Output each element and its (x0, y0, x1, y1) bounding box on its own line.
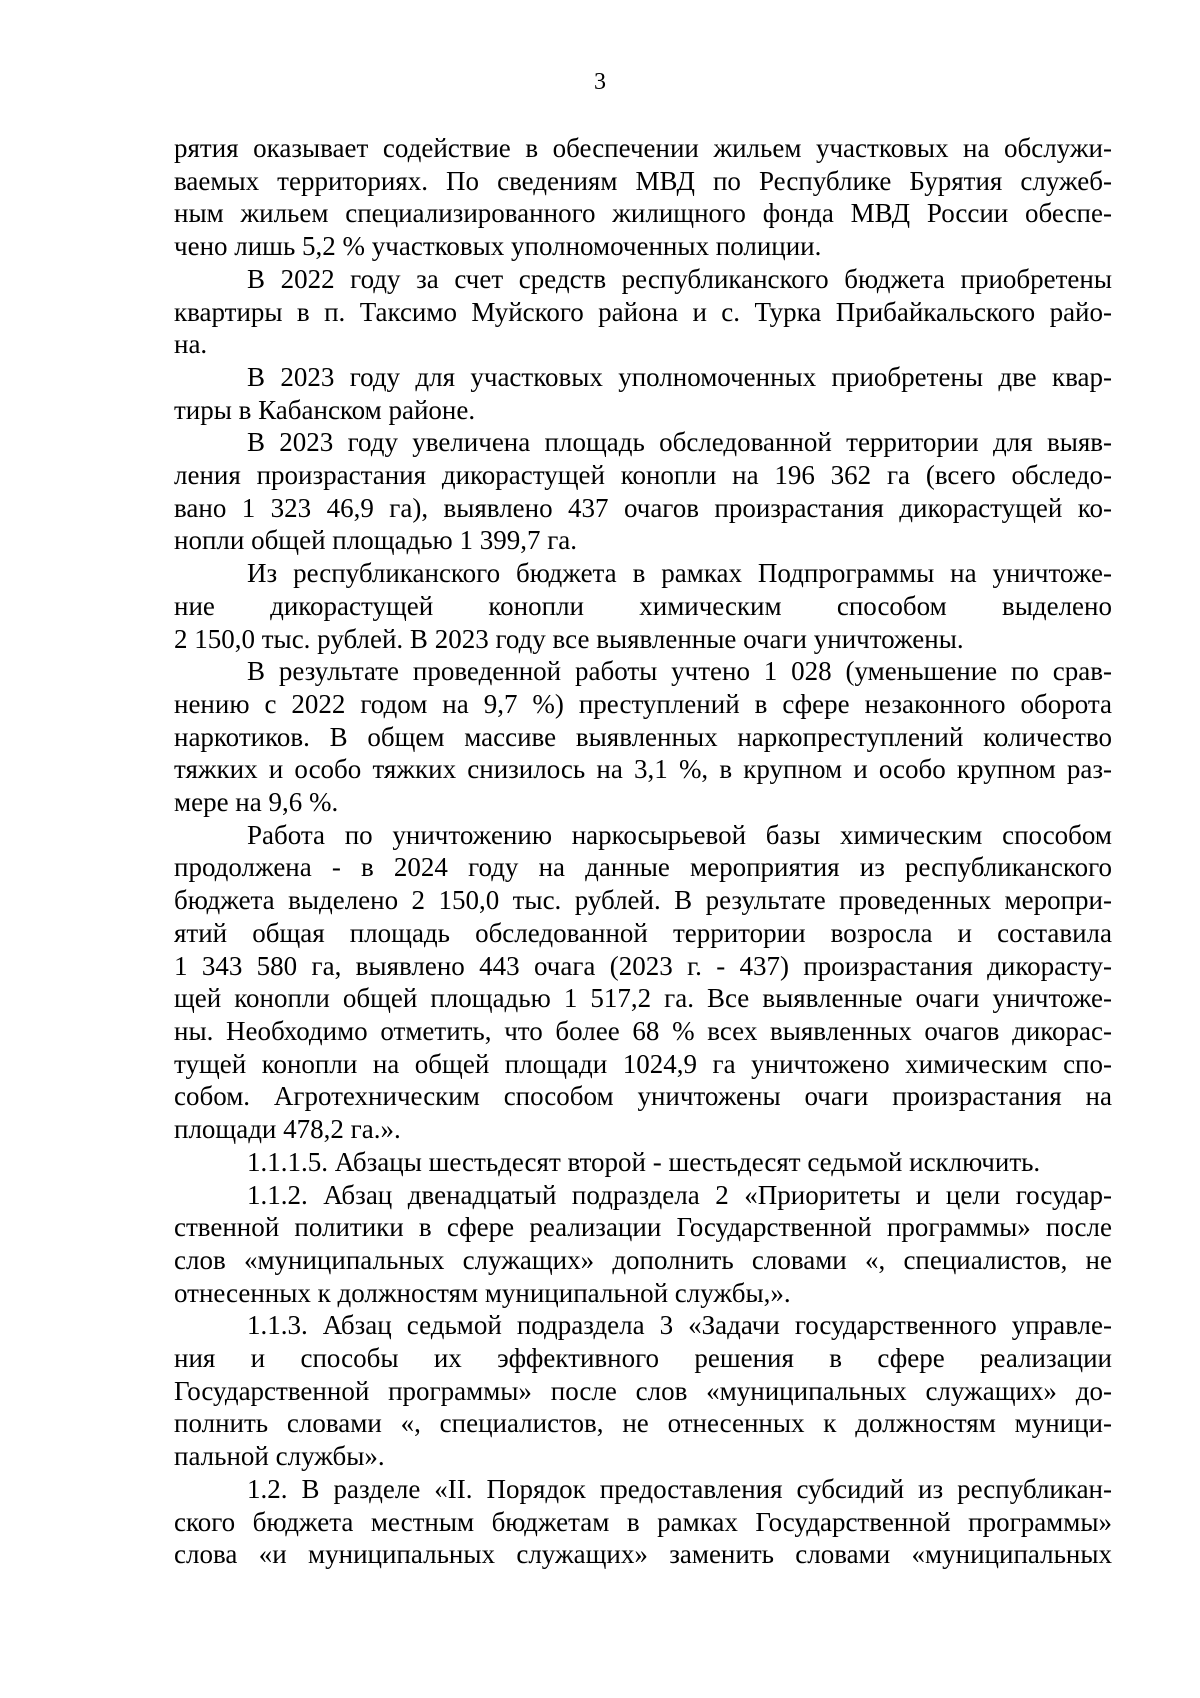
paragraph-first-line: 1.1.2. Абзац двенадцатый подраздела 2 «Приоритеты и цели государ- (247, 1179, 1112, 1210)
text-line: полнить словами «, специалистов, не отнесенных к должностям муници- (174, 1408, 1112, 1439)
document-body (174, 132, 1112, 1571)
text-line: квартиры в п. Таксимо Муйского района и с. Турка Прибайкальского райо- (174, 296, 1112, 327)
text-line: Государственной программы» после слов «муниципальных служащих» до- (174, 1375, 1112, 1406)
paragraph-first-line: 1.1.3. Абзац седьмой подраздела 3 «Задачи государственного управле- (247, 1310, 1112, 1341)
text-line: ны. Необходимо отметить, что более 68 % всех выявленных очагов дикорас- (174, 1015, 1112, 1046)
text-line: площади 478,2 га.». (174, 1114, 401, 1145)
text-line: мере на 9,6 %. (174, 787, 339, 818)
text-line: ния и способы их эффективного решения в сфере реализации (174, 1343, 1112, 1374)
text-line: ным жильем специализированного жилищного фонда МВД России обеспе- (174, 198, 1112, 229)
paragraph-first-line: В 2022 году за счет средств республиканского бюджета приобретены (247, 263, 1112, 294)
text-line: наркотиков. В общем массиве выявленных наркопреступлений количество (174, 721, 1112, 752)
paragraph-first-line: В 2023 году для участковых уполномоченных приобретены две квар- (247, 361, 1112, 392)
text-line: ятий общая площадь обследованной территории возросла и составила (174, 917, 1112, 948)
text-line: ского бюджета местным бюджетам в рамках Государственной программы» (174, 1506, 1112, 1537)
text-line: нению с 2022 годом на 9,7 %) преступлений в сфере незаконного оборота (174, 688, 1112, 719)
text-line: слов «муниципальных служащих» дополнить словами «, специалистов, не (174, 1244, 1112, 1275)
text-line: ние дикорастущей конопли химическим способом выделено (174, 590, 1112, 621)
text-line: тяжких и особо тяжких снизилось на 3,1 %, в крупном и особо крупном раз- (174, 754, 1112, 785)
text-line: бюджета выделено 2 150,0 тыс. рублей. В результате проведенных меропри- (174, 885, 1112, 916)
text-line: ственной политики в сфере реализации Государственной программы» после (174, 1212, 1112, 1243)
text-line: рятия оказывает содействие в обеспечении жильем участковых на обслужи- (174, 133, 1112, 163)
text-line: 1 343 580 га, выявлено 443 очага (2023 г. - 437) произрастания дикорасту- (174, 950, 1112, 981)
text-line: тиры в Кабанском районе. (174, 394, 476, 425)
paragraph-first-line: В 2023 году увеличена площадь обследованной территории для выяв- (247, 427, 1112, 458)
text-line: чено лишь 5,2 % участковых уполномоченных полиции. (174, 231, 822, 262)
text-line: щей конопли общей площадью 1 517,2 га. Все выявленные очаги уничтоже- (174, 983, 1112, 1014)
text-line: пальной службы». (174, 1441, 385, 1472)
paragraph-first-line: 1.1.1.5. Абзацы шестьдесят второй - шестьдесят седьмой исключить. (247, 1146, 1041, 1177)
text-line: отнесенных к должностям муниципальной службы,». (174, 1277, 791, 1308)
text-line: ления произрастания дикорастущей конопли на 196 362 га (всего обследо- (174, 460, 1112, 491)
text-line: собом. Агротехническим способом уничтожены очаги произрастания на (174, 1081, 1112, 1112)
text-line: вано 1 323 46,9 га), выявлено 437 очагов произрастания дикорастущей ко- (174, 492, 1112, 523)
text-line: тущей конопли на общей площади 1024,9 га уничтожено химическим спо- (174, 1048, 1112, 1079)
paragraph-first-line: В результате проведенной работы учтено 1 028 (уменьшение по срав- (247, 656, 1112, 687)
text-line: слова «и муниципальных служащих» заменить словами «муниципальных (174, 1539, 1112, 1570)
text-line: на. (174, 329, 208, 360)
text-line: 2 150,0 тыс. рублей. В 2023 году все выявленные очаги уничтожены. (174, 623, 964, 654)
page-number: 3 (594, 69, 606, 95)
paragraph-first-line: Работа по уничтожению наркосырьевой базы химическим способом (247, 819, 1112, 850)
text-line: ваемых территориях. По сведениям МВД по Республике Бурятия служеб- (174, 165, 1112, 196)
paragraph-first-line: Из республиканского бюджета в рамках Подпрограммы на уничтоже- (247, 558, 1112, 589)
text-line: продолжена - в 2024 году на данные мероприятия из республиканского (174, 852, 1112, 883)
paragraph-first-line: 1.2. В разделе «II. Порядок предоставления субсидий из республикан- (247, 1473, 1112, 1504)
text-line: нопли общей площадью 1 399,7 га. (174, 525, 578, 556)
